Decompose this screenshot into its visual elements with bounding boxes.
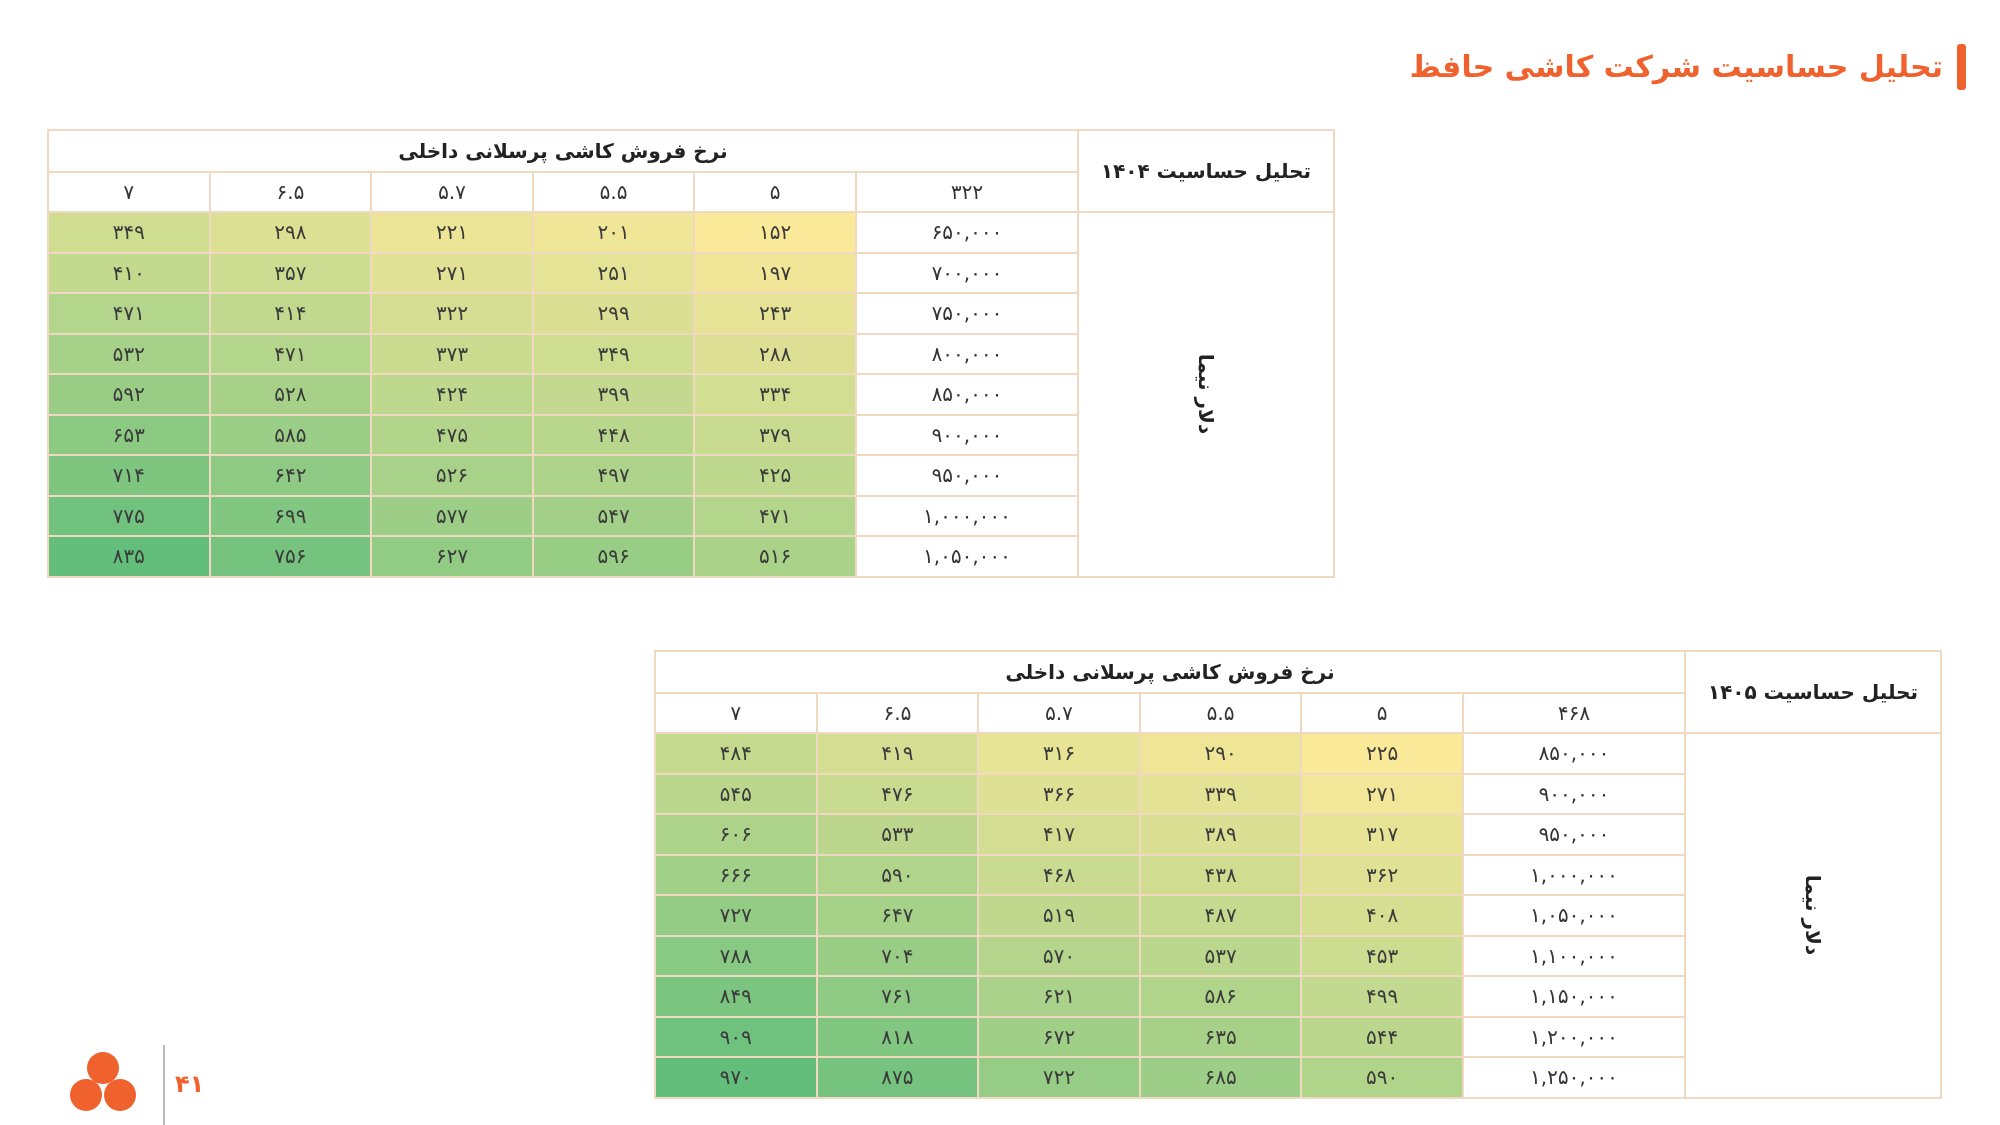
sensitivity-table-1404-exchange-rate: ۱,۰۰۰,۰۰۰ [856,496,1078,537]
sensitivity-table-1405-value-cell: ۸۷۵ [817,1057,979,1098]
sensitivity-table-1405-exchange-rate: ۹۰۰,۰۰۰ [1463,774,1685,815]
sensitivity-table-1405-column-header: نرخ فروش کاشی پرسلانی داخلی [655,651,1685,693]
sensitivity-table-1405-exchange-rate: ۱,۲۰۰,۰۰۰ [1463,1017,1685,1058]
sensitivity-table-1405-value-cell: ۴۸۷ [1140,895,1302,936]
sensitivity-table-1405-value-cell: ۵۹۰ [1301,1057,1463,1098]
sensitivity-table-1404-value-cell: ۵۳۲ [48,334,210,375]
sensitivity-table-1404-value-cell: ۴۷۵ [371,415,533,456]
sensitivity-table-1405-exchange-rate: ۱,۲۵۰,۰۰۰ [1463,1057,1685,1098]
sensitivity-table-1405-row-axis-label [1685,733,1941,1098]
sensitivity-table-1404-value-cell: ۶۵۳ [48,415,210,456]
sensitivity-table-1404-value-cell: ۲۹۹ [533,293,695,334]
sensitivity-table-1404-value-cell: ۵۲۸ [210,374,372,415]
sensitivity-table-1404-value-cell: ۲۴۳ [694,293,856,334]
sensitivity-table-1405-value-cell: ۷۶۱ [817,976,979,1017]
sensitivity-table-1404-value-cell: ۴۱۰ [48,253,210,294]
sensitivity-table-1404-value-cell: ۱۵۲ [694,212,856,253]
sensitivity-table-1404-value-cell: ۴۷۱ [694,496,856,537]
sensitivity-table-1404-value-cell: ۳۵۷ [210,253,372,294]
sensitivity-table-1404-value-cell: ۵۸۵ [210,415,372,456]
sensitivity-table-1404-value-cell: ۳۷۳ [371,334,533,375]
sensitivity-table-1405-value-cell: ۷۲۲ [978,1057,1140,1098]
sensitivity-table-1405-exchange-rate: ۸۵۰,۰۰۰ [1463,733,1685,774]
sensitivity-table-1405-value-cell: ۶۷۲ [978,1017,1140,1058]
sensitivity-table-1404 [47,129,1335,578]
sensitivity-table-1405-column-rate: ۵.۷ [978,693,1140,733]
sensitivity-table-1404-value-cell: ۲۸۸ [694,334,856,375]
sensitivity-table-1404-value-cell: ۴۷۱ [48,293,210,334]
sensitivity-table-1404-value-cell: ۳۲۲ [371,293,533,334]
sensitivity-table-1405-value-cell: ۶۲۱ [978,976,1140,1017]
sensitivity-table-1405-value-cell: ۲۷۱ [1301,774,1463,815]
sensitivity-table-1404-row [48,212,1334,253]
sensitivity-table-1404-value-cell: ۵۴۷ [533,496,695,537]
sensitivity-table-1405-value-cell: ۵۳۷ [1140,936,1302,977]
sensitivity-table-1405-value-cell: ۴۹۹ [1301,976,1463,1017]
sensitivity-table-1404-value-cell: ۲۵۱ [533,253,695,294]
sensitivity-table-1404-value-cell: ۷۵۶ [210,536,372,577]
sensitivity-table-1404-value-cell: ۷۷۵ [48,496,210,537]
sensitivity-table-1404-exchange-rate: ۷۰۰,۰۰۰ [856,253,1078,294]
sensitivity-table-1404-value-cell: ۷۱۴ [48,455,210,496]
sensitivity-table-1404-column-rate: ۶.۵ [210,172,372,212]
sensitivity-table-1405-value-cell: ۷۰۴ [817,936,979,977]
sensitivity-table-1404-base-value: ۳۲۲ [856,172,1078,212]
sensitivity-table-1404-value-cell: ۳۳۴ [694,374,856,415]
sensitivity-table-1405-base-value: ۴۶۸ [1463,693,1685,733]
sensitivity-table-1405-value-cell: ۴۷۶ [817,774,979,815]
sensitivity-table-1405-value-cell: ۴۰۸ [1301,895,1463,936]
sensitivity-table-1404-value-cell: ۶۹۹ [210,496,372,537]
sensitivity-table-1404-value-cell: ۳۴۹ [533,334,695,375]
sensitivity-table-1405-exchange-rate: ۱,۱۵۰,۰۰۰ [1463,976,1685,1017]
sensitivity-table-1405-value-cell: ۳۶۶ [978,774,1140,815]
sensitivity-table-1405-value-cell: ۳۱۶ [978,733,1140,774]
sensitivity-table-1405-exchange-rate: ۱,۱۰۰,۰۰۰ [1463,936,1685,977]
sensitivity-table-1405-value-cell: ۵۳۳ [817,814,979,855]
sensitivity-table-1404-value-cell: ۵۱۶ [694,536,856,577]
sensitivity-table-1404-value-cell: ۳۷۹ [694,415,856,456]
sensitivity-table-1405-row-axis-text: دلار نیما [1800,875,1825,956]
sensitivity-table-1404-exchange-rate: ۸۰۰,۰۰۰ [856,334,1078,375]
sensitivity-table-1404-value-cell: ۴۴۸ [533,415,695,456]
sensitivity-table-1404-column-rate: ۵ [694,172,856,212]
sensitivity-table-1405-value-cell: ۸۱۸ [817,1017,979,1058]
sensitivity-table-1405-value-cell: ۴۵۳ [1301,936,1463,977]
sensitivity-table-1404-value-cell: ۶۴۲ [210,455,372,496]
sensitivity-table-1405-value-cell: ۳۳۹ [1140,774,1302,815]
sensitivity-table-1405-column-rate: ۵ [1301,693,1463,733]
sensitivity-table-1405-exchange-rate: ۹۵۰,۰۰۰ [1463,814,1685,855]
sensitivity-table-1405-value-cell: ۲۹۰ [1140,733,1302,774]
sensitivity-table-1404-value-cell: ۶۲۷ [371,536,533,577]
sensitivity-table-1404-value-cell: ۳۹۹ [533,374,695,415]
sensitivity-table-1404-exchange-rate: ۶۵۰,۰۰۰ [856,212,1078,253]
sensitivity-table-1405-value-cell: ۴۶۸ [978,855,1140,896]
sensitivity-table-1404-value-cell: ۴۲۵ [694,455,856,496]
sensitivity-table-1405-value-cell: ۴۸۴ [655,733,817,774]
sensitivity-table-1404-value-cell: ۵۷۷ [371,496,533,537]
sensitivity-table-1404-value-cell: ۸۳۵ [48,536,210,577]
sensitivity-table-1405-value-cell: ۴۳۸ [1140,855,1302,896]
sensitivity-table-1405-value-cell: ۳۸۹ [1140,814,1302,855]
sensitivity-table-1404-row-axis-label [1078,212,1334,577]
sensitivity-table-1405-value-cell: ۵۴۴ [1301,1017,1463,1058]
sensitivity-table-1404-corner-label: تحلیل حساسیت ۱۴۰۴ [1078,130,1334,212]
sensitivity-table-1404-value-cell: ۴۱۴ [210,293,372,334]
sensitivity-table-1405-value-cell: ۲۲۵ [1301,733,1463,774]
page-number: ۴۱ [175,1070,205,1098]
sensitivity-table-1405 [654,650,1942,1099]
sensitivity-table-1405-value-cell: ۵۹۰ [817,855,979,896]
sensitivity-table-1405-value-cell: ۵۱۹ [978,895,1140,936]
page-title: تحلیل حساسیت شرکت کاشی حافظ [1409,49,1943,85]
sensitivity-table-1404-column-rate: ۵.۵ [533,172,695,212]
sensitivity-table-1405-value-cell: ۸۴۹ [655,976,817,1017]
sensitivity-table-1405-value-cell: ۵۷۰ [978,936,1140,977]
sensitivity-table-1405-corner-label: تحلیل حساسیت ۱۴۰۵ [1685,651,1941,733]
sensitivity-table-1405-value-cell: ۶۸۵ [1140,1057,1302,1098]
sensitivity-table-1404-value-cell: ۱۹۷ [694,253,856,294]
sensitivity-table-1404-value-cell: ۴۹۷ [533,455,695,496]
sensitivity-table-1404-exchange-rate: ۹۵۰,۰۰۰ [856,455,1078,496]
sensitivity-table-1405-value-cell: ۶۰۶ [655,814,817,855]
sensitivity-table-1404-exchange-rate: ۱,۰۵۰,۰۰۰ [856,536,1078,577]
sensitivity-table-1405-exchange-rate: ۱,۰۵۰,۰۰۰ [1463,895,1685,936]
sensitivity-table-1404-value-cell: ۲۲۱ [371,212,533,253]
sensitivity-table-1405-value-cell: ۹۷۰ [655,1057,817,1098]
sensitivity-table-1405-row [655,733,1941,774]
sensitivity-table-1405-value-cell: ۷۲۷ [655,895,817,936]
page-title-bar [1410,44,1966,90]
sensitivity-table-1405-column-rate: ۵.۵ [1140,693,1302,733]
sensitivity-table-1405-column-rate: ۷ [655,693,817,733]
sensitivity-table-1404-exchange-rate: ۸۵۰,۰۰۰ [856,374,1078,415]
sensitivity-table-1404-column-rate: ۷ [48,172,210,212]
sensitivity-table-1405-value-cell: ۵۴۵ [655,774,817,815]
sensitivity-table-1405-value-cell: ۹۰۹ [655,1017,817,1058]
sensitivity-table-1404-row-axis-text: دلار نیما [1193,354,1218,435]
sensitivity-table-1404-value-cell: ۲۰۱ [533,212,695,253]
sensitivity-table-1404-value-cell: ۵۹۲ [48,374,210,415]
sensitivity-table-1405-value-cell: ۳۶۲ [1301,855,1463,896]
sensitivity-table-1404-column-header: نرخ فروش کاشی پرسلانی داخلی [48,130,1078,172]
sensitivity-table-1404-value-cell: ۲۷۱ [371,253,533,294]
footer-divider [163,1045,165,1125]
title-accent-bar [1957,44,1966,90]
sensitivity-table-1405-value-cell: ۴۱۷ [978,814,1140,855]
sensitivity-table-1405-value-cell: ۵۸۶ [1140,976,1302,1017]
sensitivity-table-1404-value-cell: ۴۷۱ [210,334,372,375]
sensitivity-table-1405-exchange-rate: ۱,۰۰۰,۰۰۰ [1463,855,1685,896]
sensitivity-table-1404-value-cell: ۴۲۴ [371,374,533,415]
sensitivity-table-1405-value-cell: ۶۴۷ [817,895,979,936]
sensitivity-table-1405-value-cell: ۶۳۵ [1140,1017,1302,1058]
sensitivity-table-1404-value-cell: ۵۲۶ [371,455,533,496]
company-logo-icon [68,1050,138,1115]
sensitivity-table-1404-exchange-rate: ۹۰۰,۰۰۰ [856,415,1078,456]
sensitivity-table-1405-value-cell: ۳۱۷ [1301,814,1463,855]
sensitivity-table-1405-column-rate: ۶.۵ [817,693,979,733]
sensitivity-table-1404-column-rate: ۵.۷ [371,172,533,212]
sensitivity-table-1405-value-cell: ۴۱۹ [817,733,979,774]
sensitivity-table-1404-value-cell: ۲۹۸ [210,212,372,253]
sensitivity-table-1405-value-cell: ۶۶۶ [655,855,817,896]
sensitivity-table-1404-exchange-rate: ۷۵۰,۰۰۰ [856,293,1078,334]
sensitivity-table-1404-value-cell: ۳۴۹ [48,212,210,253]
sensitivity-table-1404-value-cell: ۵۹۶ [533,536,695,577]
sensitivity-table-1405-value-cell: ۷۸۸ [655,936,817,977]
